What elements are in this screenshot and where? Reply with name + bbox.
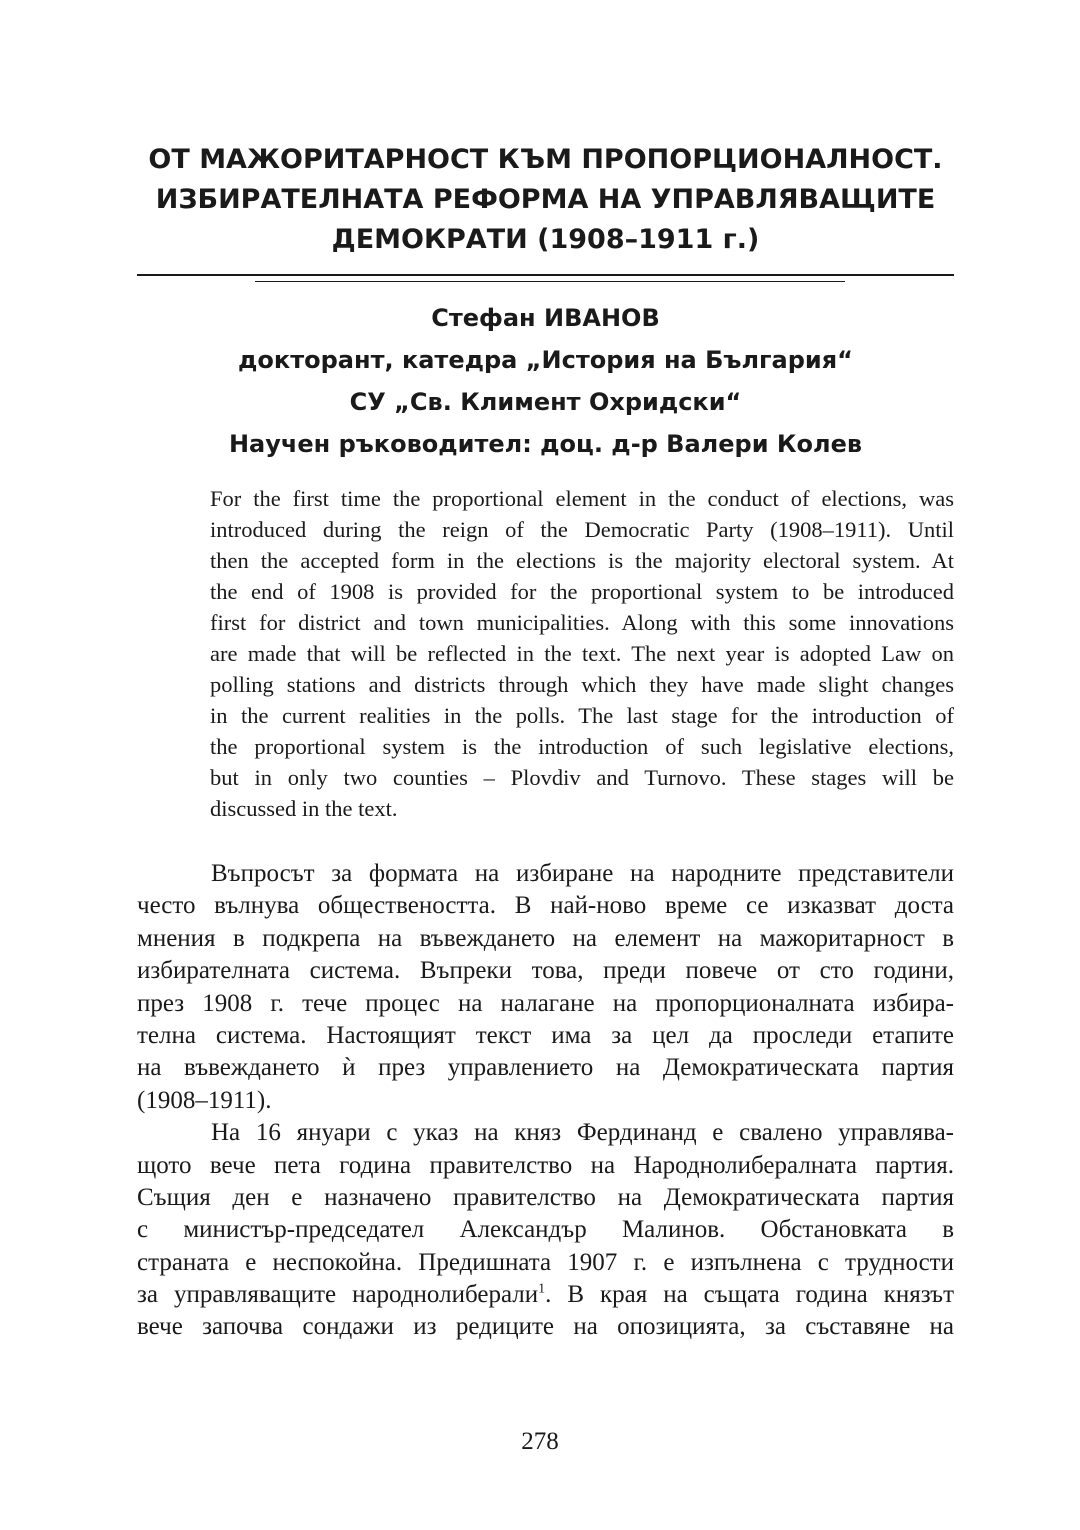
title-divider-thick — [137, 274, 954, 276]
body-line: на въвеждането ѝ през управлението на Демократическата партия — [137, 1054, 954, 1082]
body-line: избирателната система. Въпреки това, преди повече от сто години, — [137, 957, 954, 985]
body-line: с министър-председател Александър Малинов. Обстановката в — [137, 1216, 954, 1244]
body-line: мнения в подкрепа на въвеждането на елемент на мажоритарност в — [137, 924, 954, 952]
footnote-mark[interactable]: 1 — [538, 1281, 546, 1297]
title-line-2: ИЗБИРАТЕЛНАТА РЕФОРМА НА УПРАВЛЯВАЩИТЕ — [155, 184, 936, 215]
abstract-line: in the current realities in the polls. The last stage for the introduction of — [210, 703, 954, 728]
author-name: Стефан ИВАНОВ — [431, 304, 660, 332]
abstract-line: are made that will be reflected in the text. The next year is adopted Law on — [210, 641, 954, 666]
body-line: щото вече пета година правителство на Народнолибералната партия. — [137, 1151, 954, 1179]
body-line: Същия ден е назначено правителство на Демократическата партия — [137, 1183, 954, 1211]
abstract-line: For the first time the proportional element in the conduct of elections, was — [210, 486, 954, 511]
body-line: през 1908 г. тече процес на налагане на пропорционалната избира- — [137, 989, 954, 1017]
body-line: Въпросът за формата на избиране на народните представители — [211, 860, 954, 887]
author-block — [137, 297, 954, 465]
body-line-with-footnote — [137, 1279, 954, 1311]
body-line: често вълнува обществеността. В най-ново време се изказват доста — [137, 892, 954, 920]
author-position: докторант, катедра „История на България“ — [238, 346, 853, 374]
abstract-line: discussed in the text. — [210, 796, 398, 821]
title-line-1: ОТ МАЖОРИТАРНОСТ КЪМ ПРОПОРЦИОНАЛНОСТ. — [148, 144, 943, 175]
article-title — [137, 140, 954, 260]
abstract-line: first for district and town municipalities. Along with this some innovations — [210, 610, 954, 635]
abstract-line: the proportional system is the introduction of such legislative elections, — [210, 734, 954, 759]
abstract-line: but in only two counties – Plovdiv and Turnovo. These stages will be — [210, 765, 954, 790]
page-number: 278 — [521, 1428, 559, 1455]
abstract-line: then the accepted form in the elections is the majority electoral system. At — [210, 548, 954, 573]
abstract-line: introduced during the reign of the Democratic Party (1908–1911). Until — [210, 517, 954, 542]
body-line: страната е неспокойна. Предишната 1907 г. е изпълнена с трудности — [137, 1248, 954, 1276]
abstract-line: polling stations and districts through which they have made slight changes — [210, 672, 954, 697]
author-university: СУ „Св. Климент Охридски“ — [349, 388, 742, 416]
body-line: вече започва сондажи из редиците на опозицията, за съставяне на — [137, 1313, 954, 1341]
title-line-3: ДЕМОКРАТИ (1908–1911 г.) — [331, 224, 760, 255]
abstract — [210, 483, 954, 824]
body-line: На 16 януари с указ на княз Фердинанд е свалено управлява- — [211, 1119, 954, 1147]
body-line: телна система. Настоящият текст има за цел да проследи етапите — [137, 1021, 954, 1049]
body-line: (1908–1911). — [137, 1086, 272, 1114]
body-text-segment: за управляващите народнолиберали — [137, 1281, 539, 1309]
body-text — [137, 858, 954, 1344]
author-supervisor: Научен ръководител: доц. д-р Валери Колев — [228, 430, 863, 458]
abstract-line: the end of 1908 is provided for the proportional system to be introduced — [210, 579, 954, 604]
body-text-segment: . В края на същата година князът — [545, 1281, 954, 1309]
title-divider-thin — [255, 281, 845, 282]
